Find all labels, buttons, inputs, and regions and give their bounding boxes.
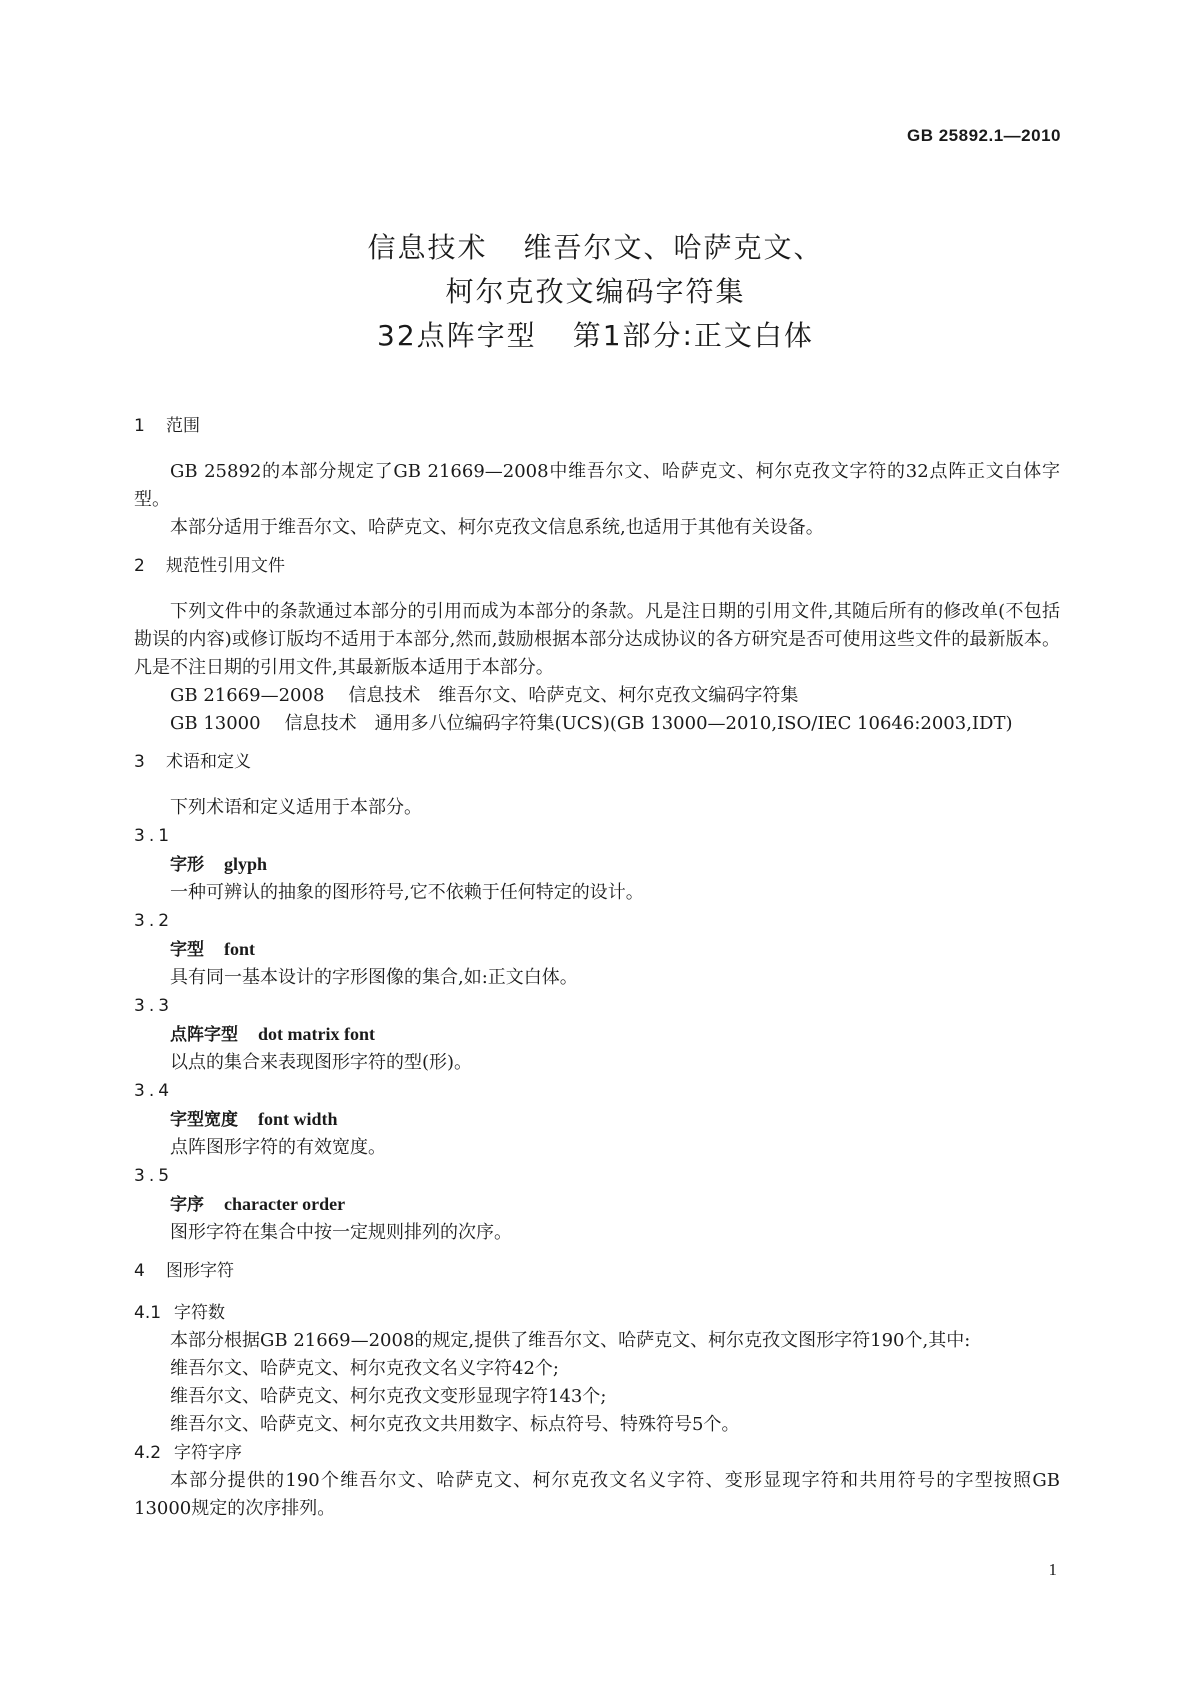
list-item: 维吾尔文、哈萨克文、柯尔克孜文变形显现字符143个; [170,1386,607,1407]
subsection-heading-character-count: 4.1 字符数 [134,1303,225,1323]
section-heading-references: 2 规范性引用文件 [134,556,285,576]
paragraph: 下列术语和定义适用于本部分。 [170,797,422,818]
term-entry: 字型 font [170,939,255,960]
term-definition: 图形字符在集合中按一定规则排列的次序。 [170,1222,512,1243]
term-definition: 点阵图形字符的有效宽度。 [170,1137,386,1158]
paragraph: 本部分适用于维吾尔文、哈萨克文、柯尔克孜文信息系统,也适用于其他有关设备。 [170,517,824,538]
term-number: 3.4 [134,1081,174,1101]
term-number: 3.1 [134,826,174,846]
section-heading-terms: 3 术语和定义 [134,752,251,772]
page-number: 1 [1048,1560,1057,1579]
term-number: 3.5 [134,1166,174,1186]
standard-code: GB 25892.1—2010 [907,126,1061,145]
paragraph: 本部分提供的190个维吾尔文、哈萨克文、柯尔克孜文名义字符、变形显现字符和共用符号的字型按照GB 13000规定的次序排列。 [134,1470,1060,1519]
title-line-2: 柯尔克孜文编码字符集 [445,275,746,308]
section-heading-scope: 1 范围 [134,416,200,436]
reference-item: GB 13000 信息技术 通用多八位编码字符集(UCS)(GB 13000—2010,ISO/IEC 10646:2003,IDT) [170,713,1013,734]
term-definition: 一种可辨认的抽象的图形符号,它不依赖于任何特定的设计。 [170,882,644,903]
section-heading-graphic-characters: 4 图形字符 [134,1261,234,1281]
reference-item: GB 21669—2008 信息技术 维吾尔文、哈萨克文、柯尔克孜文编码字符集 [170,685,799,706]
document-body [134,412,1060,1523]
document-title [0,226,1191,358]
subsection-heading-character-order: 4.2 字符字序 [134,1443,242,1463]
term-definition: 以点的集合来表现图形字符的型(形)。 [170,1052,473,1073]
term-number: 3.2 [134,911,174,931]
term-number: 3.3 [134,996,174,1016]
list-item: 维吾尔文、哈萨克文、柯尔克孜文名义字符42个; [170,1358,559,1379]
term-entry: 点阵字型 dot matrix font [170,1024,375,1045]
term-definition: 具有同一基本设计的字形图像的集合,如:正文白体。 [170,967,578,988]
term-entry: 字形 glyph [170,854,268,875]
title-line-3: 32点阵字型 第1部分:正文白体 [377,319,814,352]
paragraph: 本部分根据GB 21669—2008的规定,提供了维吾尔文、哈萨克文、柯尔克孜文图形字符190个,其中: [170,1330,971,1351]
paragraph: 下列文件中的条款通过本部分的引用而成为本部分的条款。凡是注日期的引用文件,其随后所有的修改单(不包括勘误的内容)或修订版均不适用于本部分,然而,鼓励根据本部分达成协议的各方研究是否可使用这些文件的最新版本。凡是不注日期的引用文件,其最新版本适用于本部分。 [134,601,1060,678]
paragraph: GB 25892的本部分规定了GB 21669—2008中维吾尔文、哈萨克文、柯尔克孜文字符的32点阵正文白体字型。 [134,461,1060,510]
title-line-1: 信息技术 维吾尔文、哈萨克文、 [367,231,824,264]
term-entry: 字序 character order [170,1194,346,1215]
term-entry: 字型宽度 font width [170,1109,338,1130]
list-item: 维吾尔文、哈萨克文、柯尔克孜文共用数字、标点符号、特殊符号5个。 [170,1414,740,1435]
